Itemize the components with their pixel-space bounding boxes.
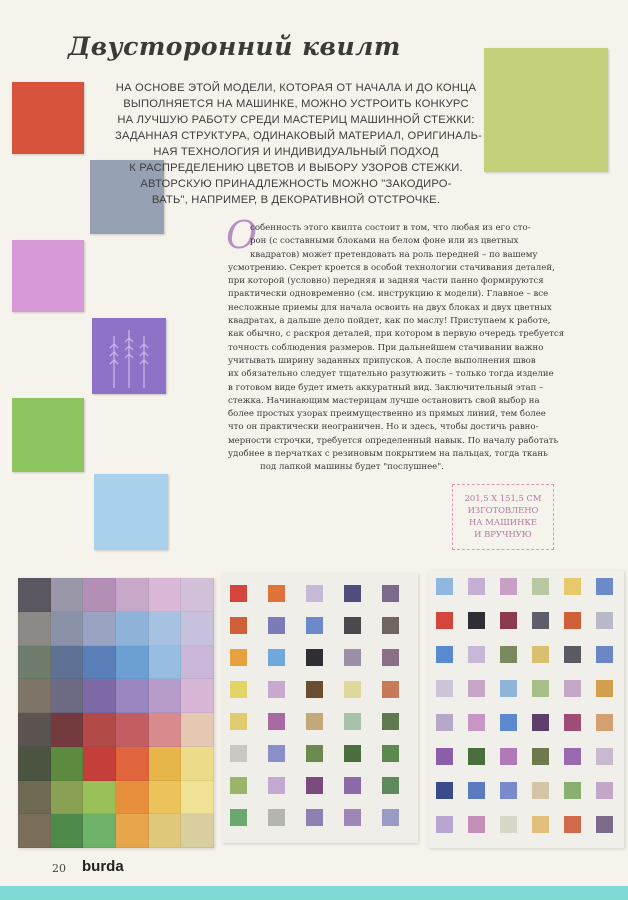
quilt-square [181,747,214,781]
quilt-square [230,649,247,666]
swatch-light-blue [94,474,168,550]
quilt-square [230,713,247,730]
quilt-square [596,646,613,663]
quilt-square [532,816,549,833]
quilt-square [18,713,51,747]
quilt-square [344,649,361,666]
quilt-square [596,680,613,697]
quilt-square [306,681,323,698]
lavender-stitch-icon [92,318,166,394]
quilt-square [382,745,399,762]
quilt-square [149,612,182,646]
quilt-square [181,679,214,713]
quilt-square [436,612,453,629]
quilt-square [268,745,285,762]
quilt-square [18,646,51,680]
quilt-square [436,782,453,799]
quilt-square [596,748,613,765]
quilt-square [468,748,485,765]
quilt-white-background-side [222,573,418,843]
quilt-square [382,681,399,698]
quilt-square [149,814,182,848]
brand-logo: burda [82,858,124,875]
quilt-square [382,809,399,826]
quilt-square [149,781,182,815]
quilt-square [230,617,247,634]
quilt-square [149,679,182,713]
quilt-square [306,585,323,602]
quilt-square [500,612,517,629]
quilt-square [116,747,149,781]
quilt-square [181,612,214,646]
quilt-square [564,612,581,629]
quilt-square [468,578,485,595]
quilt-square [596,578,613,595]
quilt-square [436,578,453,595]
body-paragraph: собенность этого квилта состоит в том, что любая из его сто- рон (с составными блоками на белом фоне или из цветных квадратов) может претендовать на роль передней – по вашему усмотрению. Секрет кроется в особой технологии стачивания деталей, при которой (условно) передняя и задняя части панно формируются практически одновременно (см. инструкцию к модели). Главное – все несложные приемы для начала освоить на двух блоках и двух цветных квадратах, а дальше дело пойдет, как по маслу! Приступаем к работе, как обычно, с раскроя деталей, при котором в первую очередь требуется точность соблюдения размеров. При дальнейшем стачивании важно учитывать ширину заданных припусков. А после выполнения швов их обязательно следует тщательно разутюжить – только тогда изделие в готовом виде будет иметь аккуратный вид. Заключительный этап – стежка. Начинающим мастерицам лучше остановить свой выбор на более простых узорах преимущественно из прямых линий, тем более что он практически неограничен. Но и здесь, чтобы достичь равно- мерности строчки, требуется определенный навык. По началу работать удобнее в перчатках с резиновым покрытием на пальцах, тогда ткань под лапкой машины будет "послушнее". [228,223,565,473]
quilt-square [51,814,84,848]
quilt-square [500,816,517,833]
quilt-square [116,814,149,848]
quilt-square [344,617,361,634]
quilt-square [344,713,361,730]
quilt-square [564,714,581,731]
quilt-square [18,781,51,815]
swatch-lime [484,48,608,172]
quilt-square [51,747,84,781]
quilt-square [596,782,613,799]
quilt-square [230,681,247,698]
quilt-square [382,585,399,602]
quilt-square [306,809,323,826]
quilt-square [306,777,323,794]
quilt-square [51,612,84,646]
quilt-square [116,578,149,612]
quilt-square [51,713,84,747]
quilt-square [83,747,116,781]
quilt-square [564,646,581,663]
quilt-square [500,748,517,765]
quilt-square [532,782,549,799]
quilt-square [181,646,214,680]
quilt-square [116,646,149,680]
quilt-square [181,781,214,815]
quilt-square [344,585,361,602]
quilt-white-background-variant [428,570,624,848]
quilt-square [532,612,549,629]
quilt-square [344,745,361,762]
quilt-square [230,809,247,826]
quilt-square [532,680,549,697]
quilt-square [596,714,613,731]
quilt-square [344,809,361,826]
quilt-square [83,781,116,815]
quilt-square [51,578,84,612]
quilt-square [83,646,116,680]
quilt-square [181,814,214,848]
quilt-square [436,680,453,697]
quilt-square [181,713,214,747]
quilt-square [149,646,182,680]
quilt-square [18,612,51,646]
quilt-square [268,777,285,794]
lead-paragraph: НА ОСНОВЕ ЭТОЙ МОДЕЛИ, КОТОРАЯ ОТ НАЧАЛА И ДО КОНЦА ВЫПОЛНЯЕТСЯ НА МАШИНКЕ, МОЖНО УСТРОИТЬ КОНКУРС НА ЛУЧШУЮ РАБОТУ СРЕДИ МАСТЕРИЦ МАШИННОЙ СТЕЖКИ: ЗАДАННАЯ СТРУКТУРА, ОДИНАКОВЫЙ МАТЕРИАЛ, ОРИГИНАЛЬ- НАЯ ТЕХНОЛОГИЯ И ИНДИВИДУАЛЬНЫЙ ПОДХОД К РАСПРЕДЕЛЕНИЮ ЦВЕТОВ И ВЫБОРУ УЗОРОВ СТЕЖКИ. АВТОРСКУЮ ПРИНАДЛЕЖНОСТЬ МОЖНО "ЗАКОДИРО- ВАТЬ", НАПРИМЕР, В ДЕКОРАТИВНОЙ ОТСТРОЧКЕ. [115,82,483,206]
quilt-square [83,679,116,713]
quilt-square [268,617,285,634]
quilt-square [344,681,361,698]
quilt-square [230,777,247,794]
quilt-square [532,646,549,663]
swatch-pink [12,240,84,312]
quilt-square [436,816,453,833]
quilt-square [468,646,485,663]
quilt-square [83,612,116,646]
quilt-square [564,578,581,595]
quilt-square [500,714,517,731]
size-info-box: 201,5 X 151,5 СМ ИЗГОТОВЛЕНО НА МАШИНКЕ И ВРУЧНУЮ [452,484,554,550]
quilt-square [532,748,549,765]
quilt-square [306,617,323,634]
quilt-square [532,714,549,731]
page-number: 20 [52,862,66,875]
quilt-square [268,713,285,730]
quilt-square [344,777,361,794]
quilt-square [116,781,149,815]
quilt-square [83,814,116,848]
quilt-square [564,782,581,799]
quilt-square [83,713,116,747]
quilt-square [436,748,453,765]
quilt-square [564,680,581,697]
quilt-square [306,745,323,762]
quilt-square [500,646,517,663]
quilt-square [596,612,613,629]
quilt-square [149,713,182,747]
quilt-square [83,578,116,612]
quilt-square [436,646,453,663]
quilt-square [468,714,485,731]
quilt-square [116,679,149,713]
quilt-square [116,713,149,747]
quilt-square [564,748,581,765]
quilt-square [306,649,323,666]
article-title: Двусторонний квилт [68,32,401,61]
quilt-square [596,816,613,833]
swatch-purple-lavender [92,318,166,394]
quilt-square [268,649,285,666]
quilt-square [18,679,51,713]
quilt-square [564,816,581,833]
swatch-red [12,82,84,154]
quilt-square [18,747,51,781]
quilt-colored-squares-side [18,578,214,848]
quilt-square [468,816,485,833]
quilt-square [500,680,517,697]
quilt-square [116,612,149,646]
quilt-square [230,585,247,602]
quilt-square [500,782,517,799]
quilt-square [268,585,285,602]
quilt-square [149,747,182,781]
quilt-square [306,713,323,730]
quilt-square [230,745,247,762]
quilt-square [268,681,285,698]
quilt-square [181,578,214,612]
bottom-accent-bar [0,886,628,900]
quilt-square [51,781,84,815]
quilt-square [382,713,399,730]
quilt-square [468,782,485,799]
quilt-square [468,680,485,697]
quilt-square [51,646,84,680]
drop-cap: О [226,213,258,257]
quilt-square [268,809,285,826]
quilt-square [382,617,399,634]
quilt-square [51,679,84,713]
quilt-square [149,578,182,612]
quilt-square [382,777,399,794]
quilt-square [18,578,51,612]
quilt-square [436,714,453,731]
quilt-square [500,578,517,595]
swatch-green [12,398,84,472]
quilt-square [382,649,399,666]
quilt-square [532,578,549,595]
quilt-square [18,814,51,848]
quilt-square [468,612,485,629]
